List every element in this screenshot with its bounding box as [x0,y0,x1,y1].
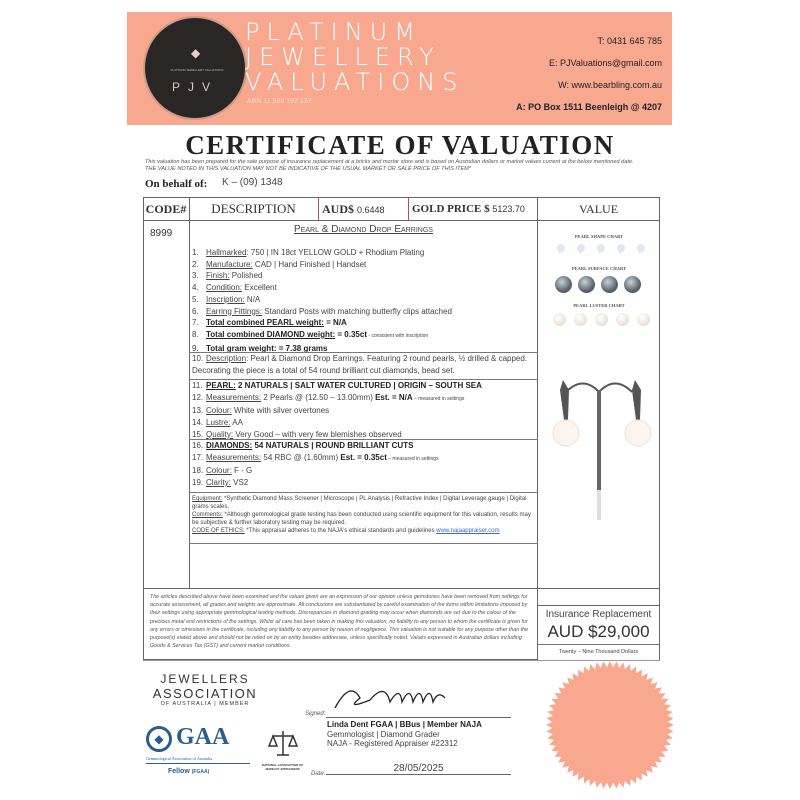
diamond-icon: ◆ [191,46,201,60]
diamond-details [192,440,536,489]
list-item: 2. Manufacture: CAD | Hand Finished | Handset [192,259,367,269]
pearl-surface-chart-title: PEARL SURFACE CHART [571,266,627,271]
list-item: 12. Measurements: 2 Pearls @ (12.50 – 13.00mm) Est. = N/A – measured in settings [192,392,465,402]
signature [330,680,450,715]
valuation-label: Insurance Replacement [545,609,652,620]
item-description: 10. Description: Pearl & Diamond Drop Earrings. Featuring 2 round pearls, ½ drilled & capped. Decorating the piece is a total of 54 round brilliant cut diamonds, bead set. [192,354,528,375]
naja-link[interactable]: www.najaappraiser.com [436,528,500,534]
list-item: 6. Earring Fittings: Standard Posts with matching butterfly clips attached [192,306,452,316]
code-header: CODE# [143,197,189,221]
list-item: 7. Total combined PEARL weight: = N/A [192,318,347,328]
list-item: 1. Hallmarked: 750 | IN 18ct YELLOW GOLD + Rhodium Plating [192,248,425,257]
valuation-amount: AUD $29,000 [547,622,650,641]
contact-info: T: 0431 645 785 E: PJValuations@gmail.com W: www.bearbling.com.au A: PO Box 1511 Beenleigh @ 4207 [516,36,662,112]
item-code: 8999 [150,228,173,239]
description-header: DESCRIPTION [189,197,318,221]
list-item: 9. Total gram weight: = 7.38 grams [192,343,328,353]
date-label: Date: [311,771,326,777]
jewellers-association-logo: JEWELLERS ASSOCIATION OF AUSTRALIA | MEMBER [152,672,258,707]
pearl-surface-chart [538,276,660,296]
abn: ABN 11 588 192 137 [247,98,312,105]
naja-logo: NATIONAL ASSOCIATION OF JEWELRY APPRAISERS [255,728,310,771]
list-item: 13. Colour: White with silver overtones [192,406,330,416]
list-item: 19. Clarity: VS2 [192,478,249,488]
list-item: 8. Total combined DIAMOND weight: = 0.35ct - consistent with inscription [192,329,429,339]
item-title: Pearl & Diamond Drop Earrings [294,224,433,235]
intro-text: This valuation has been prepared for the sale purpose of insurance replacement at a bricks and mortar store and is based on Australian dollars or market values current at the below mentioned date. THE VALUE NOTED IN THIS VALUATION MAY NOT BE INDICATIVE OF THE USUAL MARKET OR SALE PRICE OF THIS ITEM* [145,159,634,172]
disclaimer: The articles described above have been examined and the values given are an expression of our opinion unless gemstones have been removed from settings for accurate assessment, all grades and weights are approximate. All conclusions are substantiated by careful examination of the items within limitations imposed by their settings using appropriate gemmological testing methods. Discrepancies in diamond grading may occur when diamonds are set due to the colour of the precious metal and restrictions of the settings. Whilst all care has been taken in making this valuation, no liability to any person to whom the certificate is given for any errors or omissions in the certificate, including any liability to any person by reason of negligence. This valuation is not suitable for any purpose other than the purpose(s) stated above and should not be relied on by an entity besides addressee, unless specifically noted. Values expressed in Australian dollars including Goods & Services Tax (GST) and current market conditions. [143,588,538,660]
pearl-luster-chart [538,313,660,329]
letterhead [127,12,672,125]
pearl-shape-chart-title: PEARL SHAPE CHART [574,234,624,239]
seal [545,660,675,790]
list-item: 18. Colour: F - G [192,466,253,476]
item-details [192,247,536,354]
brand-name: PLATINUM JEWELLERY VALUATIONS [245,18,465,96]
value-header: VALUE [537,197,660,221]
behalf-value: K – (09) 1348 [222,177,283,188]
diamond-icon: ◆ [146,726,172,752]
signed-label: Signed: [305,711,326,717]
valuation-words: Twenty – Nine Thousand Dollars [537,644,660,660]
aud-header: AUD$ 0.6448 [318,197,408,221]
page-title: CERTIFICATE OF VALUATION [185,130,615,160]
list-item: 5. Inscription: N/A [192,294,261,304]
list-item: 14. Lustre: AA [192,418,243,428]
notes: Equipment: *Synthetic Diamond Mass Screener | Microscope | PL Analysis | Refractive Index | Digital Leverage gauge | Digital grams scales. Comments: *Although gemmological grade testing has been conducted using scientific equipment for this valuation, results may be subjective & further laboratory testing may be required. CODE OF ETHICS: *This appraisal adheres to the NAJA's ethical standards and guidelines www.najaappraiser.com [192,496,531,534]
date-value: 28/05/2025 [326,763,511,775]
behalf-label: On behalf of: [145,178,208,190]
pearl-shape-chart [538,244,660,258]
scales-icon [268,728,298,758]
list-item: 3. Finish: Polished [192,271,263,281]
gold-price-header: GOLD PRICE $ 5123.70 [408,197,537,221]
list-item: 15. Quality: Very Good – with very few blemishes observed [192,429,402,439]
earrings-photo [538,370,660,520]
list-item: 17. Measurements: 54 RBC @ (1.60mm) Est. = 0.35ct – measured in settings [192,452,439,462]
appraiser-details: Linda Dent FGAA | BBus | Member NAJA Gemmologist | Diamond Grader NAJA - Registered Appraiser #22312 [327,720,482,748]
pearl-luster-chart-title: PEARL LUSTER CHART [573,303,625,308]
list-item: 16. DIAMONDS: 54 NATURALS | ROUND BRILLIANT CUTS [192,441,414,450]
list-item: 11. PEARL: 2 NATURALS | SALT WATER CULTURED | ORIGIN – SOUTH SEA [192,381,482,390]
pearl-details [192,380,536,441]
list-item: 4. Condition: Excellent [192,283,277,293]
pjv-logo: ◆ PLATINUM JEWELLERY VALUATIONS PJV [143,16,247,120]
